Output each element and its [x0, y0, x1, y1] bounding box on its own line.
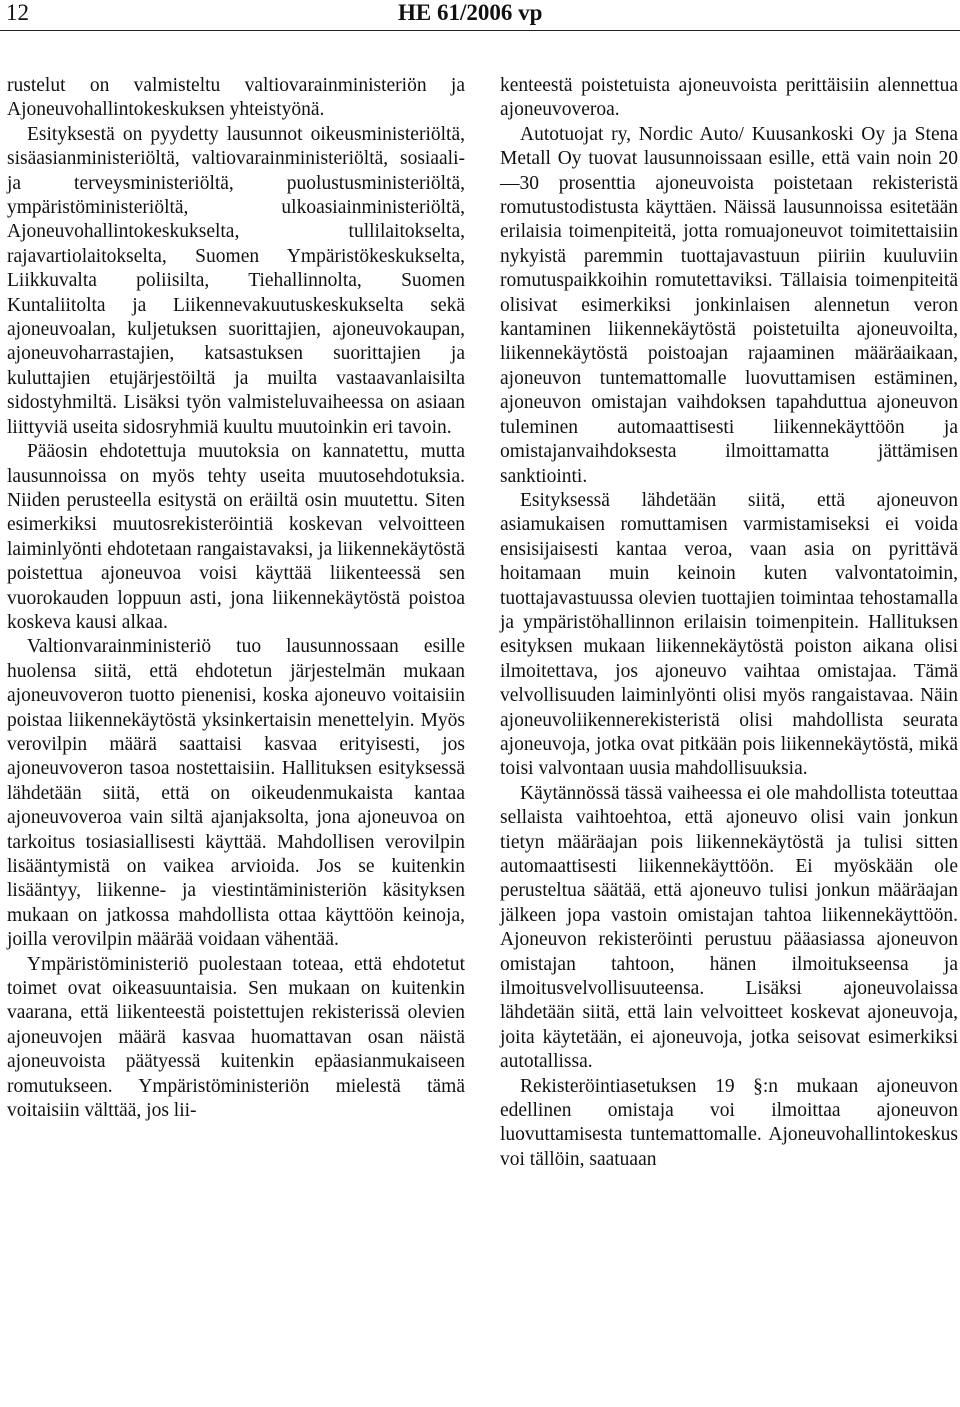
left-column [7, 74, 465, 1123]
page-number: 12 [6, 0, 29, 25]
paragraph: Käytännössä tässä vaiheessa ei ole mahdollista toteuttaa sellaista vaihtoehtoa, että ajoneuvo olisi vain jonkun tietyn määräajan pois liikennekäytöstä ja tulisi sitten automaattisesti liikennekäyttöön. Ei myöskään ole perusteltua säätää, että ajoneuvo tulisi jonkun määräajan jälkeen jopa vastoin omistajan tahtoa liikennekäyttöön. Ajoneuvon rekisteröinti perustuu pääasiassa ajoneuvon omistajan tahtoon, hänen ilmoitukseensa ja ilmoitusvelvollisuuteensa. Lisäksi ajoneuvolaissa lähdetään siitä, että lain velvoitteet koskevat ajoneuvoja, joita käytetään, ei ajoneuvoja, jotka seisovat esimerkiksi autotallissa. [500, 782, 958, 1073]
header-rule [0, 30, 960, 31]
paragraph: Pääosin ehdotettuja muutoksia on kannatettu, mutta lausunnoissa on myös tehty useita muutosehdotuksia. Niiden perusteella esitystä on eräiltä osin muutettu. Siten esimerkiksi muutosrekisteröintiä koskevan velvoitteen laiminlyönti ehdotetaan rangaistavaksi, ja liikennekäytöstä poistettua ajoneuvoa voisi käyttää liikenteessä sen vuorokauden loppuun asti, jona liikennekäytöstä poistoa koskeva kausi alkaa. [7, 441, 465, 633]
paragraph: Valtionvarainministeriö tuo lausunnossaan esille huolensa siitä, että ehdotetun järjestelmän mukaan ajoneuvoveron tuotto pienenisi, koska ajoneuvo voitaisiin poistaa liikennekäytöstä yksinkertaisin menettelyin. Myös verovilpin määrä saattaisi kasvaa erityisesti, jos ajoneuvoveron tasoa nostettaisiin. Hallituksen esityksessä lähdetään siitä, että on oikeudenmukaista kantaa ajoneuvoveroa vain siltä ajanjaksolta, jona ajoneuvoa on tarkoitus tosiasiallisesti käyttää. Mahdollisen verovilpin lisääntymistä on vaikea arvioida. Jos se kuitenkin lisääntyy, liikenne- ja viestintäministeriön käsityksen mukaan on jatkossa mahdollista ottaa käyttöön keinoja, joilla verovilpin määrää voidaan vähentää. [7, 636, 465, 951]
paragraph: Rekisteröintiasetuksen 19 §:n mukaan ajoneuvon edellinen omistaja voi ilmoittaa ajoneuvon luovuttamisesta tuntemattomalle. Ajoneuvohallintokeskus voi tällöin, saatuaan [500, 1075, 958, 1170]
paragraph: Ympäristöministeriö puolestaan toteaa, että ehdotetut toimet ovat oikeasuuntaisia. Sen mukaan on kuitenkin vaarana, että liikenteestä poistettujen rekisterissä olevien ajoneuvojen määrä kasvaa huomattavan osan näistä ajoneuvoista päätyessä kuitenkin epäasianmukaiseen romutukseen. Ympäristöministeriön mielestä tämä voitaisiin välttää, jos lii- [7, 953, 465, 1122]
page-header [0, 0, 960, 30]
paragraph: kenteestä poistetuista ajoneuvoista perittäisiin alennettua ajoneuvoveroa. [500, 75, 958, 121]
right-column [500, 74, 958, 1172]
paragraph: Esityksestä on pyydetty lausunnot oikeusministeriöltä, sisäasianministeriöltä, valtiovarainministeriöltä, sosiaali- ja terveysministeriöltä, puolustusministeriöltä, ympäristöministeriöltä, ulkoasiainministeriöltä, Ajoneuvohallintokeskukselta, tullilaitokselta, rajavartiolaitokselta, Suomen Ympäristökeskukselta, Liikkuvalta poliisilta, Tiehallinnolta, Suomen Kuntaliitolta ja Liikennevakuutuskeskukselta sekä ajoneuvoalan, kuljetuksen suorittajien, ajoneuvokaupan, ajoneuvoharrastajien, katsastuksen suorittajien ja kuluttajien etujärjestöiltä ja muilta vastaavanlaisilta sidostyhmiltä. Lisäksi työn valmisteluvaiheessa on asiaan liittyviä useita sidosryhmiä kuultu muutoinkin eri tavoin. [7, 123, 465, 438]
paragraph: rustelut on valmisteltu valtiovarainministeriön ja Ajoneuvohallintokeskuksen yhteistyönä. [7, 75, 465, 121]
document-id: HE 61/2006 vp [398, 0, 543, 25]
paragraph: Autotuojat ry, Nordic Auto/ Kuusankoski Oy ja Stena Metall Oy tuovat lausunnoissaan esille, että vain noin 20—30 prosenttia ajoneuvoista poistetaan rekisteristä romutustodistusta käyttäen. Näissä lausunnoissa esitetään erilaisia toimenpiteitä, jotta romuajoneuvot toimitettaisiin nykyistä paremmin tuottajavastuun piiriin kuuluviin romutuspaikkoihin romutettaviksi. Tällaisia toimenpiteitä olisivat esimerkiksi jonkinlaisen alennetun veron kantaminen liikennekäytöstä poistetuilta ajoneuvoilta, liikennekäytöstä poistoajan rajaaminen määräaikaan, ajoneuvon tuntemattomalle luovuttamisen estäminen, ajoneuvon omistajan vaihdoksen tapahduttua ajoneuvon tuleminen automaattisesti liikennekäyttöön ja omistajanvaihdoksesta ilmoittamatta jättämisen sanktiointi. [500, 123, 958, 487]
paragraph: Esityksessä lähdetään siitä, että ajoneuvon asiamukaisen romuttamisen varmistamiseksi ei voida ensisijaisesti kantaa veroa, vaan asia on pyrittävä hoitamaan muin keinoin kuten valvontatoimin, tuottajavastuussa olevien tuottajien toimintaa tehostamalla ja ympäristöhallinnon erilaisin toimenpitein. Hallituksen esityksen mukaan liikennekäytöstä poiston aikana olisi ilmoitettava, jos ajoneuvo vaihtaa omistajaa. Tämä velvollisuuden laiminlyönti olisi myös rangaistavaa. Näin ajoneuvoliikennerekisteristä olisi mahdollista seurata ajoneuvoja, jotka ovat pitkään pois liikennekäytöstä, mikä toisi valvontaan uusia mahdollisuuksia. [500, 489, 958, 780]
